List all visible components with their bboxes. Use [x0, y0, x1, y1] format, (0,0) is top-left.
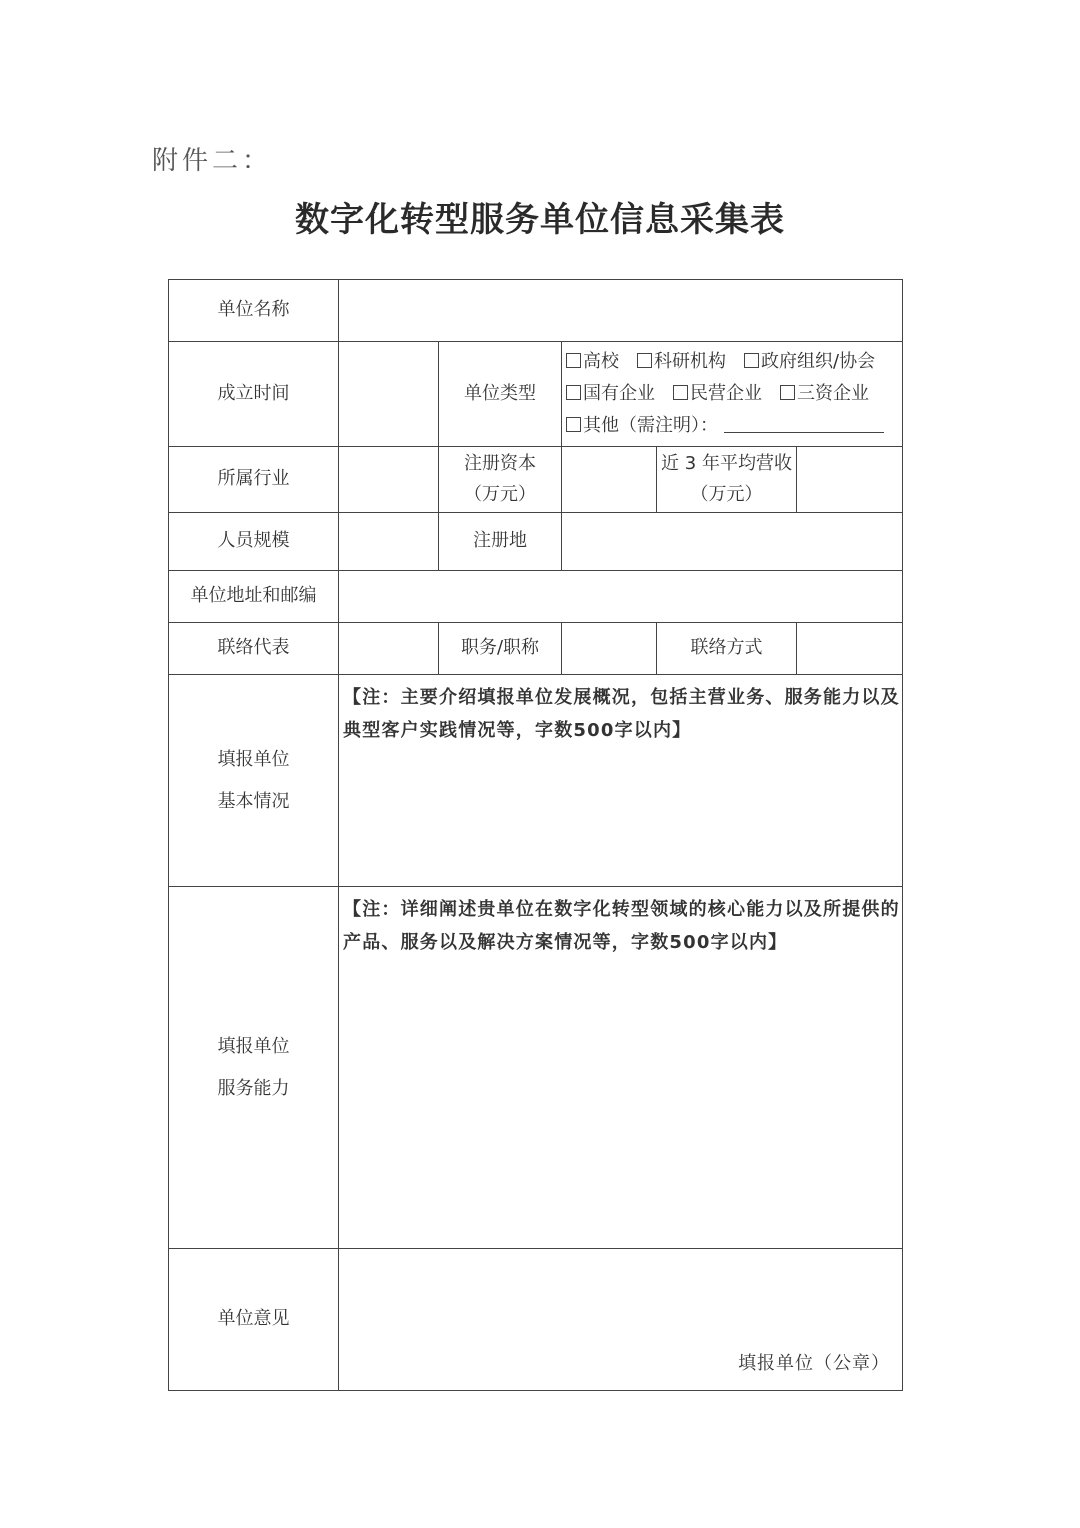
avg-revenue-label: 近 3 年平均营收 （万元）	[657, 447, 797, 513]
option-foreign-invested[interactable]: 三资企业	[780, 378, 869, 410]
option-state-owned[interactable]: 国有企业	[566, 378, 655, 410]
reg-place-label: 注册地	[439, 513, 562, 571]
checkbox-icon[interactable]	[566, 417, 581, 432]
checkbox-icon[interactable]	[780, 385, 795, 400]
staff-field[interactable]	[339, 513, 439, 571]
address-field[interactable]	[339, 571, 903, 623]
reg-capital-label: 注册资本 （万元）	[439, 447, 562, 513]
industry-label: 所属行业	[169, 447, 339, 513]
info-collection-form	[168, 279, 903, 1391]
form-title: 数字化转型服务单位信息采集表	[295, 200, 785, 240]
position-label: 职务/职称	[439, 623, 562, 675]
checkbox-icon[interactable]	[673, 385, 688, 400]
other-specify-field[interactable]	[724, 414, 884, 433]
basic-info-label: 填报单位 基本情况	[169, 675, 339, 887]
option-university[interactable]: 高校	[566, 346, 619, 378]
contact-method-field[interactable]	[797, 623, 903, 675]
service-capability-label: 填报单位 服务能力	[169, 887, 339, 1249]
reg-place-field[interactable]	[562, 513, 903, 571]
checkbox-icon[interactable]	[637, 353, 652, 368]
checkbox-icon[interactable]	[566, 353, 581, 368]
unit-name-label: 单位名称	[169, 280, 339, 342]
founded-field[interactable]	[339, 342, 439, 447]
option-private[interactable]: 民营企业	[673, 378, 762, 410]
contact-method-label: 联络方式	[657, 623, 797, 675]
unit-type-options	[562, 342, 903, 447]
industry-field[interactable]	[339, 447, 439, 513]
checkbox-icon[interactable]	[744, 353, 759, 368]
service-capability-note: 【注：详细阐述贵单位在数字化转型领域的核心能力以及所提供的产品、服务以及解决方案情况等，字数500字以内】	[343, 899, 900, 953]
option-research-institute[interactable]: 科研机构	[637, 346, 726, 378]
founded-label: 成立时间	[169, 342, 339, 447]
position-field[interactable]	[562, 623, 657, 675]
contact-label: 联络代表	[169, 623, 339, 675]
option-other[interactable]: 其他（需注明）：	[566, 410, 884, 442]
seal-label: 填报单位（公章）	[738, 1353, 891, 1375]
avg-revenue-field[interactable]	[797, 447, 903, 513]
attachment-label: 附件二：	[152, 146, 273, 176]
address-label: 单位地址和邮编	[169, 571, 339, 623]
basic-info-field[interactable]	[339, 675, 903, 887]
checkbox-icon[interactable]	[566, 385, 581, 400]
opinion-field[interactable]	[339, 1249, 903, 1391]
contact-field[interactable]	[339, 623, 439, 675]
basic-info-note: 【注：主要介绍填报单位发展概况，包括主营业务、服务能力以及典型客户实践情况等，字数500字以内】	[343, 687, 900, 741]
unit-name-field[interactable]	[339, 280, 903, 342]
opinion-label: 单位意见	[169, 1249, 339, 1391]
unit-type-label: 单位类型	[439, 342, 562, 447]
staff-label: 人员规模	[169, 513, 339, 571]
option-government-association[interactable]: 政府组织/协会	[744, 346, 875, 378]
service-capability-field[interactable]	[339, 887, 903, 1249]
reg-capital-field[interactable]	[562, 447, 657, 513]
